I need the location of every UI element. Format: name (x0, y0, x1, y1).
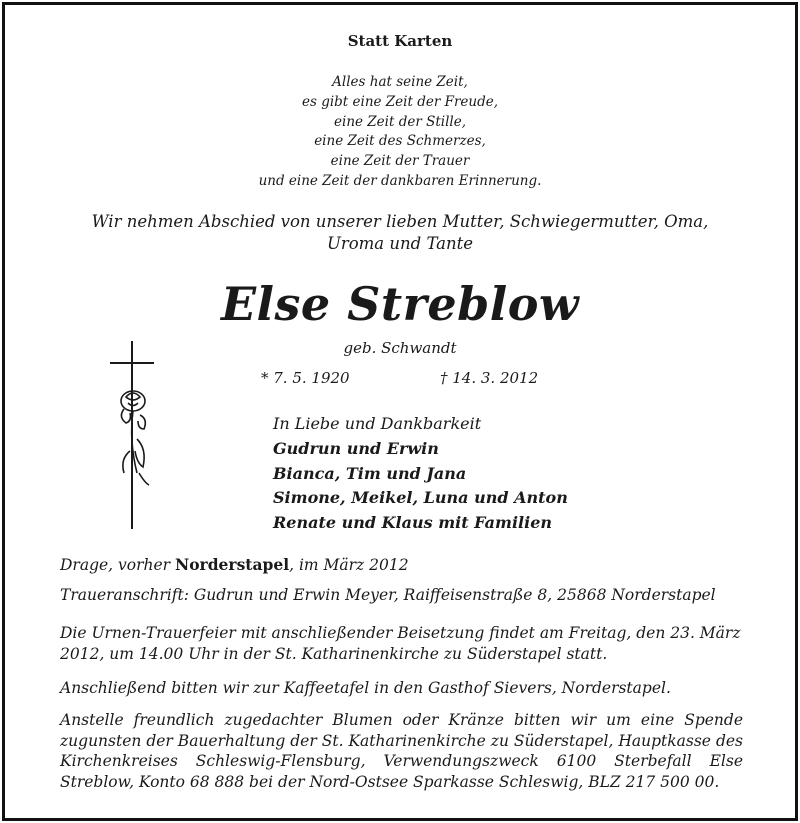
poem-line: eine Zeit des Schmerzes, (314, 133, 486, 150)
farewell-intro (0, 211, 800, 255)
mourning-address: Traueranschrift: Gudrun und Erwin Meyer, Raiffeisenstraße 8, 25868 Norderstapel (60, 586, 716, 604)
poem-line: und eine Zeit der dankbaren Erinnerung. (258, 172, 542, 189)
intro-line: Wir nehmen Abschied von unserer lieben Mutter, Schwiegermutter, Oma, (91, 212, 709, 231)
cross-with-rose-icon (106, 339, 158, 531)
poem-line: es gibt eine Zeit der Freude, (301, 93, 498, 110)
place-suffix: , im März 2012 (289, 556, 409, 574)
poem-line: Alles hat seine Zeit, (332, 74, 468, 90)
poem-line: eine Zeit der Stille, (334, 113, 466, 130)
mourners-lead: In Liebe und Dankbarkeit (273, 414, 482, 433)
service-line: Die Urnen-Trauerfeier mit anschließender Beisetzung findet am Freitag, den 23. März (60, 624, 741, 642)
mourner-family: Renate und Klaus mit Familien (273, 513, 552, 533)
notice-header: Statt Karten (347, 32, 453, 50)
reception-info: Anschließend bitten wir zur Kaffeetafel in den Gasthof Sievers, Norderstapel. (60, 679, 671, 697)
poem-line: eine Zeit der Trauer (330, 153, 470, 170)
maiden-name: geb. Schwandt (343, 339, 457, 357)
service-info (60, 623, 743, 664)
birth-date: * 7. 5. 1920 (261, 369, 350, 387)
place-town: Norderstapel (175, 555, 290, 574)
mourner-family: Bianca, Tim und Jana (273, 463, 467, 483)
intro-line: Uroma und Tante (326, 234, 474, 253)
place-date-line (60, 555, 743, 576)
mourner-family: Simone, Meikel, Luna und Anton (273, 488, 568, 508)
service-line: 2012, um 14.00 Uhr in der St. Katharinenkirche zu Süderstapel statt. (60, 644, 608, 663)
deceased-name: Else Streblow (220, 277, 580, 331)
mourner-family: Gudrun und Erwin (273, 438, 439, 458)
donation-request: Anstelle freundlich zugedachter Blumen oder Kränze bitten wir um eine Spende zugunsten der Bauerhaltung der St. Katharinenkirche zu Süderstapel, Hauptkasse des Kirchenkreises Schleswig-Flensburg, Verwendungszweck 6100 Sterbefall Else Streblow, Konto 68 888 bei der Nord-Ostsee Sparkasse Schleswig, BLZ 217 500 00. (60, 711, 743, 791)
poem (0, 73, 800, 192)
mourners-block (273, 412, 568, 536)
death-date: † 14. 3. 2012 (440, 369, 539, 387)
place-prefix: Drage, vorher (60, 556, 176, 574)
